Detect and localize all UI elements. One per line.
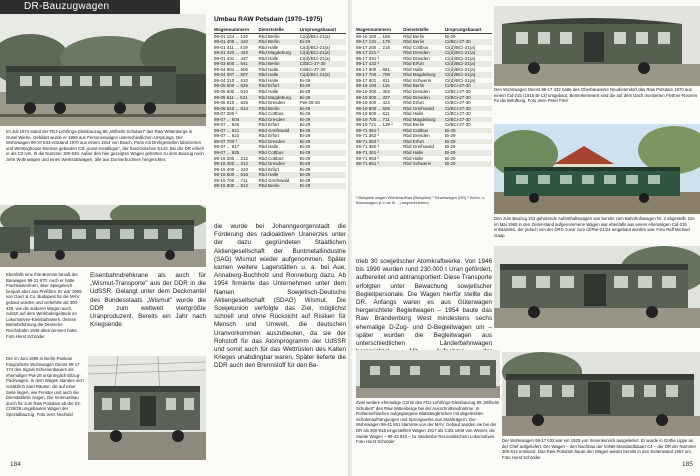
cell-wagennummer: 99-07 ... 620 (214, 122, 240, 128)
cell-wagennummer: 99-07 ... 622 (214, 133, 240, 139)
cell-dienststelle: Rbd Berlin (403, 33, 425, 39)
cell-ursprungsbauart: Bi-29 (299, 177, 311, 183)
cell-dienststelle: Rbd Schwerin (403, 77, 432, 83)
cell-wagennummer: 99-17 331 ² (356, 55, 380, 61)
cell-ursprungsbauart: Bi-29 (445, 139, 492, 145)
cell-dienststelle: Rbd Halle (258, 144, 279, 150)
table-row (214, 183, 346, 189)
cell-dienststelle: Rbd Berlin (259, 61, 300, 67)
cell-dienststelle: Rbd Greifswald (259, 128, 300, 134)
cell-wagennummer: 99-15 800 ... 812 (214, 183, 259, 189)
cell-dienststelle: Rbd Dresden (258, 100, 286, 106)
table-footnote: ¹ Beispiele wagen Wiederaufbau (Beispiele) ² Einzelwagen (DR) ³ Wohn- u. Büroswagen (L.II ab III ...) angeschrieben) (356, 195, 486, 205)
cell-dienststelle: Rbd Erfurt (403, 61, 445, 67)
cell-dienststelle: Rbd Erfurt (403, 139, 445, 145)
cell-dienststelle: Rbd Greifswald (403, 144, 435, 150)
cell-wagennummer: 99-06 610 ... 614 (214, 106, 259, 112)
cell-wagennummer: 99-04 601 ... 606 (214, 66, 249, 72)
cell-dienststelle: Rbd Magdeburg (403, 72, 445, 78)
cell-wagennummer: 99-15 150 ... 155 (356, 33, 391, 39)
right-page (352, 0, 700, 476)
cell-ursprungsbauart: Bi-29 (299, 144, 311, 150)
cell-ursprungsbauart: Bi-29 (445, 144, 456, 150)
cell-dienststelle: Rbd Halle (258, 77, 279, 83)
cell-wagennummer: 99-05 600 ... 610 (214, 89, 249, 95)
cell-dienststelle: Rbd Erfurt (403, 100, 424, 106)
cell-ursprungsbauart: Ci/BCi-27-30 (445, 89, 471, 95)
cell-dienststelle: Rbd Cottbus (259, 150, 300, 156)
conversion-table-right (356, 27, 492, 167)
cell-ursprungsbauart: Ci/BCi-27-30 (445, 83, 492, 89)
cell-dienststelle: Rbd Halle (258, 89, 279, 95)
cell-ursprungsbauart: Ci(d)/BCi-21(a) (445, 55, 476, 61)
cell-dienststelle: Rbd Greifswald (258, 177, 290, 183)
cell-dienststelle: Rbd Dresden (259, 117, 300, 123)
section-header (0, 0, 180, 14)
cell-ursprungsbauart: Bi-29 (299, 111, 311, 117)
cell-ursprungsbauart: Bi-29 (300, 139, 346, 145)
cell-dienststelle: Rbd Erfurt (258, 166, 280, 172)
cell-wagennummer: 99-01 420 ... 422 (214, 50, 259, 56)
cell-ursprungsbauart: Bi-29 (300, 106, 346, 112)
cell-wagennummer: 99-17 600 ... 661 (356, 66, 391, 72)
cell-ursprungsbauart: Bi-29 (299, 77, 311, 83)
caption-mid-left: Ebenfalls eine Ihle-Bremse besaß der Bauwagen 99-21 870. Auch er hatte Flachkastenform, aber Spiegeleich bespart aber aus Preßfirm. Er war 1909 von Ganz & Co. Budapest für die MÁV gebaut worden und verkehrte als 300-428, wie die anderen Wagen auch, zuletzt auf dem Werkbahngelände im Lokomotiven-Kleinbahnwerk, dessen Betriebsführung die Deutsche Reichsbahn 1949 übernommen hatte. Foto Horst Schröder (6, 272, 82, 339)
cell-dienststelle: Rbd Halle (258, 44, 279, 50)
cell-wagennummer: 99-17 801 ... 811 (356, 77, 390, 83)
cell-dienststelle: Rbd Berlin (403, 83, 445, 89)
cell-ursprungsbauart: Ci/BCi-27-30 (299, 66, 326, 72)
cell-dienststelle: Rbd Halle (403, 150, 445, 156)
page-number-right: 185 (682, 461, 693, 468)
cell-dienststelle: Rbd Cottbus (403, 44, 429, 50)
table-header-dienststelle: Dienststelle (259, 27, 300, 33)
cell-wagennummer: 99-17 700 ... 706 (356, 72, 403, 78)
cell-dienststelle: Rbd Berlin (259, 183, 300, 189)
cell-dienststelle: Rbd Dresden (403, 50, 445, 56)
cell-dienststelle: Rbd Halle (259, 172, 300, 178)
body-right-col-1: trieb 30 sowjetischer Atomkraftwerke. Von 1946 bis 1990 wurden rund 230.000 t Uran gefördert, aufbereitet und abtransportiert. Diese Transporte erfolgten unter Bewachung sowjetischer Begleitpersonale. Die Wagen hierfür stellte die DR. Anfangs waren es aus Güterwagen hergerichtete Begleitwagen – 1954 baute das Raw Brandenburg West mindestens sechs ehemalige D-Zug- und D-Begleitwagen um – später wurden die Begleitwagen aus unterschiedlichen Länderbahnwagen (356, 258, 492, 348)
cell-ursprungsbauart: Bi-29 (445, 128, 492, 134)
table-header-ursprungsbauart-2: Ursprungsbauart (445, 27, 492, 33)
cell-wagennummer: 99-15 400 ... 410 (214, 166, 249, 172)
cell-ursprungsbauart: Ci/BCi-27-30 (445, 111, 471, 117)
cell-ursprungsbauart: Bi-29 (299, 122, 311, 128)
cell-ursprungsbauart: Ci(d)/BCi-21(a) (299, 55, 330, 61)
cell-wagennummer: 99-07 ... 617 (214, 144, 240, 150)
cell-dienststelle: Rbd Berlin (259, 106, 300, 112)
cell-ursprungsbauart: Ci/BCi-27-30 (445, 117, 492, 123)
cell-ursprungsbauart: Bi-29 (299, 89, 311, 95)
table-row (214, 50, 346, 56)
cell-wagennummer: 99-01 411 ... 419 (214, 44, 248, 50)
cell-ursprungsbauart: Bi-29 (300, 183, 346, 189)
cell-dienststelle: Rbd Dresden (403, 89, 430, 95)
cell-wagennummer: 99-03 600 ... 641 (214, 61, 259, 67)
cell-dienststelle: Rbd Dresden (403, 133, 430, 139)
cell-ursprungsbauart: Ci(d)/BCi-21(a) (300, 72, 346, 78)
photo-bauwagen (0, 205, 206, 267)
cell-dienststelle: Rbd Dresden (403, 55, 430, 61)
cell-wagennummer: 99-01 405 ... 410 (214, 39, 259, 45)
cell-dienststelle: Rbd Erfurt (259, 83, 300, 89)
cell-wagennummer: 99-17 131 ... 179 (356, 39, 403, 45)
cell-wagennummer: 99-15 600 ... 616 (214, 172, 259, 178)
cell-wagennummer: 99-07 200 ² (214, 111, 238, 117)
cell-ursprungsbauart: Ci(d)/BCi-21(a) (445, 72, 492, 78)
cell-ursprungsbauart: Ci(d)/BCi-21(a) (299, 44, 330, 50)
cell-dienststelle: Rbd Erfurt (258, 133, 280, 139)
cell-wagennummer: 99-19 721 ... 139 ² (356, 122, 393, 128)
cell-wagennummer: 99-17 432 ² (356, 61, 403, 67)
cell-wagennummer: 99-15 700 ... 711 (214, 177, 248, 183)
cell-dienststelle: Rbd Greifswald (403, 106, 445, 112)
cell-wagennummer: 99-71 363 ² (356, 139, 403, 145)
section-title: DR-Bauzugwagen (24, 1, 110, 12)
caption-bottom-right: Zwei weitere ehemalige C3/ Bi des FDJ-Lehrlings-Gleisbauzug 89 „Wilhelm Schubert" des Raw Wittenberge bei der Ausschnittsaufnahme. In Rothenschlachen aufgegangene Blattsteigbrücken mit abgelenkten Schalenaufhängungen und Sprengwerke aus Stahlträgern. Der Wohnwagen 99-41 861 stammte von der MÁV. Gebaut wurden sie bei der DR als 300-918 eingestellten Wagen 1917 als C3/a 1949 von Weiner, die zweite Wagen – 99-43 910 – zu Vasdeisbe Reconvitischem Lokomotiven. Foto Horst Schröder (356, 400, 500, 445)
photo-begleitwagen (494, 246, 700, 328)
photo-wohnwagen-99-17-432 (494, 6, 700, 86)
cell-dienststelle: Rbd Magdeburg (259, 50, 300, 56)
cell-ursprungsbauart: Ci(d)/BCi-21(a) (299, 33, 330, 39)
cell-dienststelle: Rbd Dresden (259, 139, 300, 145)
cell-wagennummer: 99-19 700 ... 711 (356, 117, 403, 123)
cell-dienststelle: Rbd Berlin (403, 122, 425, 128)
cell-dienststelle: Rbd Halle (403, 155, 424, 161)
cell-ursprungsbauart: Bi-29 (445, 133, 456, 139)
cell-wagennummer: 99-01 431 ... 437 (214, 55, 249, 61)
cell-dienststelle: Rbd Cottbus (258, 155, 284, 161)
cell-ursprungsbauart: Bi-29 (445, 33, 456, 39)
cell-ursprungsbauart: Ci/BCi-27-30 (445, 122, 471, 128)
caption-mid-right: Den zum Bauzug 103 gehörende Aufenthaltswagen war bereits zum Bahnhofswagen Nr. 2 abgestellt. Der im Mai 1960 in den Zeitenstand aufgenommene Wagen war ebenfalls aus einem ehemaligen Cid-21b entstanden, der jedoch von der DRG zuvor zum Cl/Pwi-21/24 umgebaut worden war. Foto Ralf Michael Gaap (494, 216, 695, 238)
cell-ursprungsbauart: Ci/BCi-27-30 (445, 106, 492, 112)
cell-wagennummer: 99-17 200 ... 216 (356, 44, 391, 50)
cell-wagennummer: 99-19 300 ... 337 (356, 95, 403, 101)
page-number-left: 184 (10, 461, 21, 468)
caption-bottom-left: Der im Juni 1995 in Berlin-Pankow fotografierte Wohnwagen Dienst 99-17 174 des Signal-Schienenbauers als ehemaliger Pwi-28 ursprünglich Eilzug-Packwagen. In dem Wagen standen sich zusätzlich zwei Räume, die auf einer Seite liegen, wie Fenster und auch die Dienstabteile zeigen. Die Innenumbau durch für zum Raw Potsdam ab der 03-C/28/29 umgebauten Wagen der Spezialbauzug. Foto Jens Neuhold (6, 356, 84, 417)
cell-ursprungsbauart: Bi-29 (299, 155, 311, 161)
cell-wagennummer: 99-71 361 ² (356, 128, 403, 134)
cell-ursprungsbauart: Bi-29 (299, 166, 311, 172)
cell-wagennummer: 99-05 600 ... 625 (214, 83, 259, 89)
cell-wagennummer: 99-05 611 ... 621 (214, 95, 259, 101)
cell-ursprungsbauart: Bi-29 (300, 39, 346, 45)
table-header-dienststelle-2: Dienststelle (403, 27, 445, 33)
cell-wagennummer: 99-71 362 ² (356, 133, 380, 139)
cell-wagennummer: 99-71 461 ² (356, 150, 403, 156)
cell-dienststelle: Rbd Magdeburg (403, 117, 445, 123)
cell-wagennummer: 99-19 600 ... 611 (356, 111, 390, 117)
cell-ursprungsbauart: Bi-29 (300, 161, 346, 167)
cell-dienststelle: Rbd Dresden (259, 161, 300, 167)
cell-ursprungsbauart: Bi-29 (300, 172, 346, 178)
cell-wagennummer: 99-19 400 ... 422 (356, 100, 391, 106)
cell-ursprungsbauart: Bi-29 (300, 95, 346, 101)
cell-ursprungsbauart: Bi-29 (445, 150, 492, 156)
cell-dienststelle: Rbd Dresden (403, 95, 445, 101)
cell-ursprungsbauart: Bi-29 (445, 155, 456, 161)
photo-aufenthaltswagen-color (494, 124, 700, 214)
cell-ursprungsbauart: Ci/BCi-27-30 (445, 100, 471, 106)
cell-ursprungsbauart: Bi-29 (300, 128, 346, 134)
cell-wagennummer: 99-19 500 ... 506 (356, 106, 403, 112)
cell-dienststelle: Rbd Cottbus (258, 111, 284, 117)
table-header-wagennummern: Wagennummern (214, 27, 259, 33)
cell-dienststelle: Rbd Halle (403, 66, 424, 72)
cell-wagennummer: 99-04 210 ... 610 (214, 77, 249, 83)
photo-wohnwagen-pankow (88, 356, 206, 460)
cell-dienststelle: Rbd Halle (259, 72, 300, 78)
cell-ursprungsbauart: Bi-29 (299, 133, 311, 139)
photo-lehrlingsbauzug-wagen (356, 350, 500, 398)
caption-top-right: Den Wohnwagen Dienst 99-17 432 hatte des Oberbauwerks Neudietendorf das Raw Potsdam 1970 aus einem Cid-21b (1916 Bi-13) umgebaut. Bemerkenswert sind die auf dem Dach montierten Flettner-Rotoren für die Belüftung. Foto Jens Peter Friel (494, 87, 698, 104)
cell-wagennummer: 99-01 124 ... 132 (214, 33, 249, 39)
cell-ursprungsbauart: Bi-29 (300, 150, 346, 156)
cell-ursprungsbauart: Ci(d)/BCi-21(a) (445, 66, 476, 72)
cell-wagennummer: 99-17 221 ² (356, 50, 403, 56)
cell-dienststelle: Rbd Berlin (258, 33, 280, 39)
cell-wagennummer: 99-71 661 ² (356, 161, 403, 167)
cell-wagennummer: 99-07 700 ² (214, 139, 259, 145)
cell-wagennummer: 99-07 ... 625 (214, 150, 259, 156)
cell-wagennummer: 99-71 563 ² (356, 155, 380, 161)
cell-wagennummer: 99-15 300 ... 312 (214, 161, 259, 167)
cell-dienststelle: Rbd Berlin (259, 39, 300, 45)
cell-dienststelle: Rbd Schwerin (403, 161, 445, 167)
cell-wagennummer: 99-07 ... 621 (214, 128, 259, 134)
photo-wohnwagen-99-17-632 (502, 352, 700, 436)
cell-wagennummer: 99-15 200 ... 212 (214, 155, 249, 161)
cell-ursprungsbauart: Ci/BCi-27-30 (445, 95, 492, 101)
cell-dienststelle: Rbd Magdeburg (259, 95, 300, 101)
cell-dienststelle: Rbd Halle (258, 55, 279, 61)
cell-wagennummer: 99-19 100 ... 115 (356, 83, 403, 89)
caption-bottom-right-2: Der Wohnwagen 99-17 632 war ein 1925 von Sevenkorvick ausgeliefert. Er wurde in Gotha Lippe an der Chef aufgeliefert. Der Wagen – den Nachbau der VoNB-Standardbauart C4 – der DR der Nummer 300-614 entstand. Das Raw Potsdam baute den Wagen wieder bereits in den Seitenwand 1967 um. Foto Horst Schröder (502, 438, 697, 460)
caption-top-left: Im Juli 1974 stand der FDJ-Lehrlings-Gleisbauzug 89 „Wilhelm Schubert" des Raw Wittenberge in Gusel Wiehe. Gebildet wurde er 1959 aus Personenwagen unterschiedlichen Ursprungs. Der Wohnwagen 99-37 833 entstand 1970 aus einem 1914 von Busch, Paris mit Drehgestellen fabrizierten und Westinghouse-Bremse gebauten C3l „sonst-metallique", der französischen E143. Bei der DR erhielt er als C3 Ivm. Ih die Nummer 300-530. Außer den hier gezeigten Wagen gehörten zu dem Bauzug noch zehn Wohnwagen und einen Werkstattwagen, alle aus Donnerbüchsen hergerichtet. (6, 129, 204, 162)
cell-dienststelle: Rbd Erfurt (258, 122, 280, 128)
body-left-col-1: Eisenbahndrehkrane als auch für „Wismut-Transporte" aus der DDR in die UdSSR. Gelangt unter dem Deckmantel des Bundesstaats „Wismut" wurde die DDR zum weltweit viertgrößte Uranproduzent. Bereits ein Jahr nach Kriegsende (90, 272, 206, 329)
table-row (356, 161, 492, 167)
cell-wagennummer: 99-19 200 ... 302 (356, 89, 391, 95)
cell-wagennummer: 99-04 007 ... 607 (214, 72, 259, 78)
table-header-ursprungsbauart: Ursprungsbauart (300, 27, 346, 33)
cell-ursprungsbauart: Ci(d)/BCi-21(a) (445, 50, 492, 56)
cell-ursprungsbauart: Ci/BCi-27-30 (445, 39, 492, 45)
table-title: Umbau RAW Potsdam (1970–1975) (214, 16, 323, 23)
cell-ursprungsbauart: Bi-29 (300, 83, 346, 89)
cell-dienststelle: Rbd Berlin (403, 39, 445, 45)
cell-ursprungsbauart: Pwi-28-30 (299, 100, 320, 106)
cell-ursprungsbauart: Ci(d)/BCi-21(a) (300, 50, 346, 56)
cell-dienststelle: Rbd Halle (403, 111, 424, 117)
cell-dienststelle: Rbd Halle (258, 66, 279, 72)
cell-wagennummer: 99-07 ... 604 (214, 117, 259, 123)
cell-ursprungsbauart: Ci/BCi-27-30 (300, 61, 346, 67)
cell-ursprungsbauart: Ci(d)/BCi-21(a) (445, 77, 476, 83)
photo-gleisbauzug (0, 14, 206, 126)
cell-dienststelle: Rbd Cottbus (403, 128, 445, 134)
cell-ursprungsbauart: Ci(d)/BCi-21(a) (445, 61, 492, 67)
table-header-wagennummern-2: Wagennummern (356, 27, 403, 33)
cell-ursprungsbauart: Bi-29 (300, 117, 346, 123)
cell-wagennummer: 99-06 610 ... 625 (214, 100, 249, 106)
cell-ursprungsbauart: Ci(d)/BCi-21(a) (445, 44, 476, 50)
cell-wagennummer: 99-71 360 ² (356, 144, 380, 150)
conversion-table-left (214, 27, 346, 189)
table-row (356, 50, 492, 56)
cell-ursprungsbauart: Bi-29 (445, 161, 492, 167)
body-left-col-2: die wurde bei Johanngeorgenstadt die Förderung des radioaktiven Uranerzes unter der dazu gegründeten Staatlichen Aktiengesellschaft der Buntmetallindustrie (SAG) Wismut wieder aufgenommen. Später kamen weitere Lagerstätten u. a. bei Aue, Annaberg-Buchholz und Ronneburg dazu. Ab 1954 firmierte das Unternehmen unter dem Namen Sowjetisch-Deutsche Aktiengesellschaft (SDAG) Wismut. Die Sowjetunion verfolgte das Ziel, möglichst schnell und ohne Rücksicht auf Risiken für Mensch und Umwelt, die deutschen Uranvorkommen auszubeuten, da sie der Rohstoff für das Atomprogramm der UdSSR und somit auch für das Wettrüsten des Kalten Krieges unabdingbar waren. Später lieferte die DDR auch den Brennstoff für den Be- (214, 223, 346, 370)
